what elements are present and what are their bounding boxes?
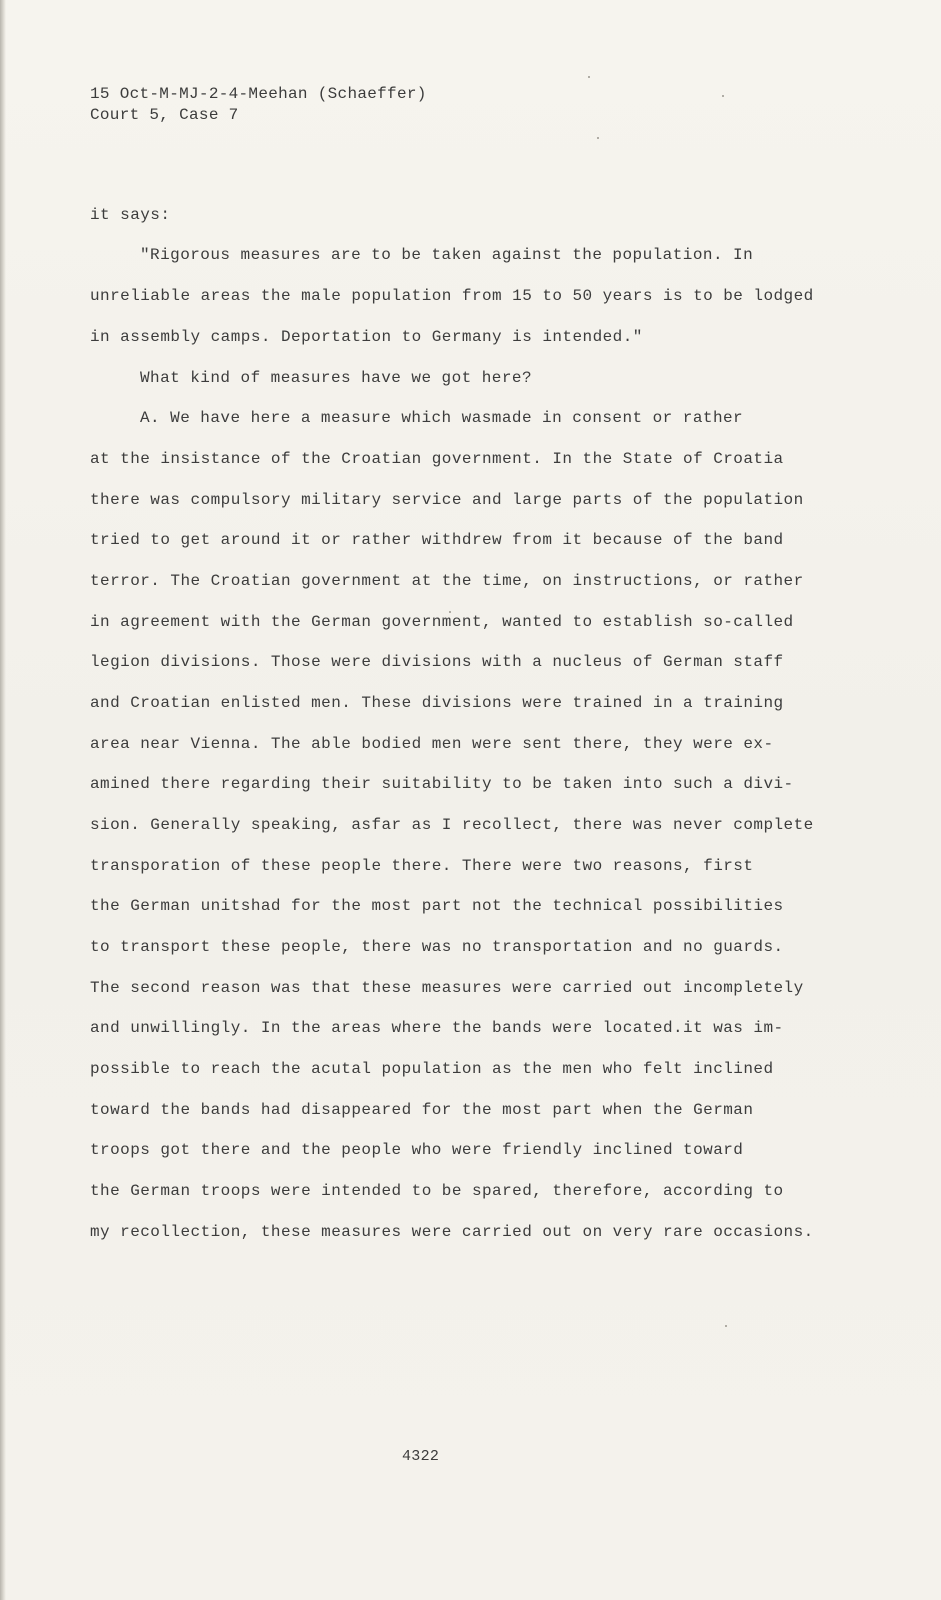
body-line: The second reason was that these measures were carried out incompletely [90,979,804,997]
body-line: transporation of these people there. There were two reasons, first [90,857,754,875]
body-line: unreliable areas the male population from 15 to 50 years is to be lodged [90,287,814,305]
header-court-case: Court 5, Case 7 [90,106,239,124]
body-line: my recollection, these measures were carried out on very rare occasions. [90,1223,814,1241]
body-line: area near Vienna. The able bodied men were sent there, they were ex- [90,735,774,753]
body-line: amined there regarding their suitability to be taken into such a divi- [90,775,794,793]
body-line: and Croatian enlisted men. These divisions were trained in a training [90,694,784,712]
body-line: to transport these people, there was no transportation and no guards. [90,938,784,956]
body-line: troops got there and the people who were friendly inclined toward [90,1141,744,1159]
body-line: sion. Generally speaking, asfar as I recollect, there was never complete [90,816,814,834]
paper-speck [597,137,599,139]
body-line: in agreement with the German government, wanted to establish so-called [90,613,794,631]
body-line: it says: [90,206,171,224]
body-line: toward the bands had disappeared for the most part when the German [90,1101,754,1119]
body-line: and unwillingly. In the areas where the bands were located.it was im- [90,1019,784,1037]
body-line: tried to get around it or rather withdrew from it because of the band [90,531,784,549]
paper-speck [449,611,451,613]
body-line: terror. The Croatian government at the time, on instructions, or rather [90,572,804,590]
paper-speck [722,95,724,97]
body-line: the German unitshad for the most part not the technical possibilities [90,897,784,915]
body-line: possible to reach the acutal population as the men who felt inclined [90,1060,774,1078]
body-line: A. We have here a measure which wasmade in consent or rather [140,409,744,427]
page-edge-shadow [0,0,6,1600]
paper-speck [725,1325,727,1327]
document-header [90,84,427,126]
page-number: 4322 [402,1448,440,1465]
body-line: the German troops were intended to be spared, therefore, according to [90,1182,784,1200]
paper-speck [588,76,590,78]
body-line: legion divisions. Those were divisions with a nucleus of German staff [90,653,784,671]
body-line: "Rigorous measures are to be taken against the population. In [140,246,754,264]
body-line: there was compulsory military service and large parts of the population [90,491,804,509]
body-line: at the insistance of the Croatian government. In the State of Croatia [90,450,784,468]
body-line: What kind of measures have we got here? [140,369,533,387]
header-case-reference: 15 Oct-M-MJ-2-4-Meehan (Schaeffer) [90,85,427,103]
body-line: in assembly camps. Deportation to Germany is intended." [90,328,643,346]
